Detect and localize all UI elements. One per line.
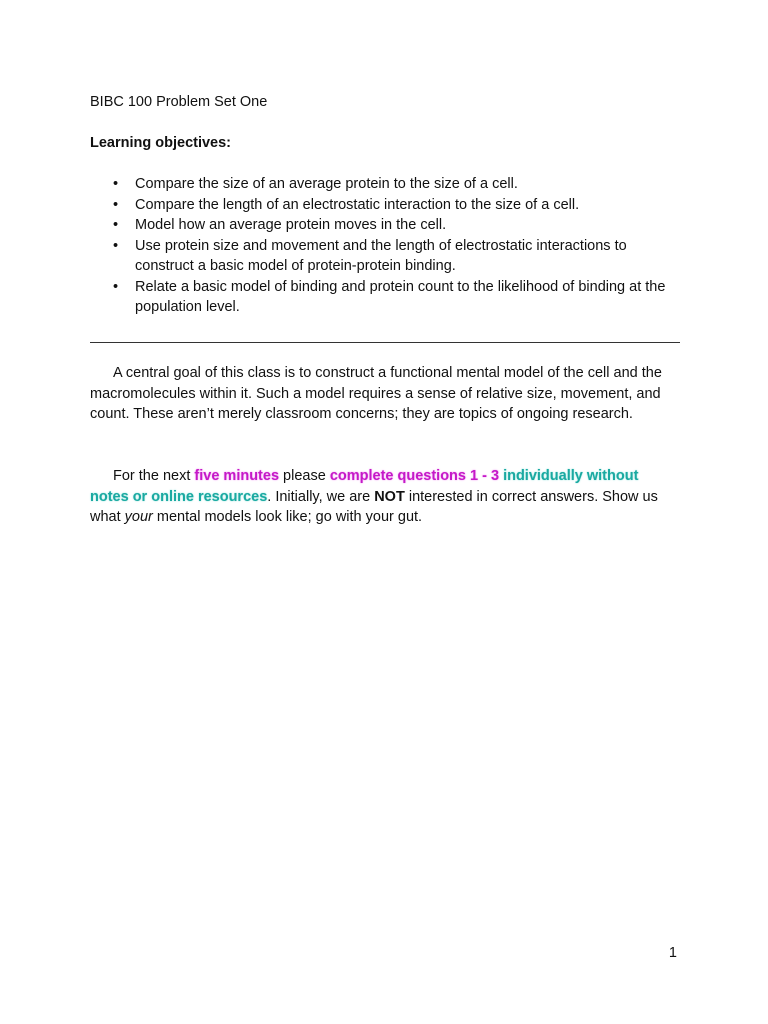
instructions-text: please (279, 468, 330, 484)
list-item (90, 174, 680, 195)
objective-text: Compare the length of an electrostatic interaction to the size of a cell. (135, 196, 580, 213)
instructions-paragraph (90, 466, 668, 528)
list-item (90, 195, 680, 216)
instructions-text: . Initially, we are (267, 488, 375, 505)
highlight-individually: individually without notes or online resources (90, 468, 639, 505)
intro-paragraph: A central goal of this class is to construct a functional mental model of the cell and the macromolecules within it. Such a model requires a sense of relative size, movement, and count. These aren’t merely classroom concerns; they are topics of ongoing research. (90, 365, 662, 422)
emphasis-your: your (124, 509, 153, 525)
emphasis-not: NOT (374, 488, 405, 505)
objective-text: Use protein size and movement and the length of electrostatic interactions to construct a basic model of protein-protein binding. (135, 237, 627, 274)
instructions-text: mental models look like; go with your gut. (152, 509, 423, 525)
horizontal-divider (90, 342, 680, 343)
bullet: • (113, 278, 119, 295)
bullet: • (113, 217, 119, 233)
learning-objectives-list (90, 174, 680, 318)
objective-text: Model how an average protein moves in the cell. (135, 217, 447, 233)
highlight-complete-questions: complete questions 1 - 3 (329, 468, 500, 484)
list-item (90, 277, 680, 318)
document-title: BIBC 100 Problem Set One (90, 94, 268, 110)
bullet: • (113, 176, 119, 192)
bullet: • (113, 196, 119, 213)
highlight-five-minutes: five minutes (194, 468, 280, 484)
objective-text: Compare the size of an average protein to the size of a cell. (135, 176, 518, 192)
objective-text: Relate a basic model of binding and protein count to the likelihood of binding at the population level. (135, 278, 666, 315)
instructions-text: interested in correct answers. Show us what (90, 488, 658, 525)
page-number: 1 (668, 945, 677, 961)
list-item (90, 215, 680, 236)
bullet: • (113, 237, 119, 254)
learning-objectives-heading: Learning objectives: (90, 135, 232, 151)
list-item (90, 236, 680, 277)
instructions-text: For the next (113, 468, 195, 484)
